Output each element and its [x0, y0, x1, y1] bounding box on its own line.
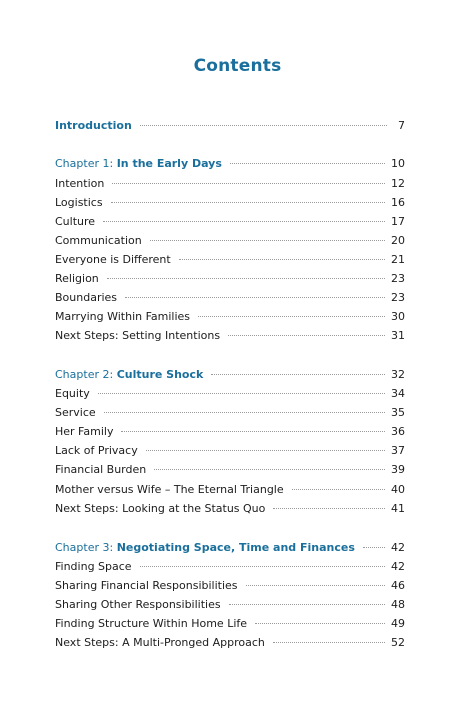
toc-section-page-number: 17: [391, 215, 405, 228]
toc-section-label: Next Steps: A Multi-Pronged Approach: [55, 636, 265, 649]
toc-entry-page-number: 7: [398, 119, 405, 132]
toc-section-label: Equity: [55, 387, 90, 400]
toc-section[interactable]: [55, 328, 405, 344]
chapter-heading: [55, 156, 222, 172]
dot-leader: [111, 202, 385, 203]
dot-leader: [255, 623, 385, 624]
toc-section-label: Finding Space: [55, 560, 132, 573]
toc-section-label: Culture: [55, 215, 96, 228]
toc-section-page-number: 35: [391, 406, 405, 419]
toc-section-page-number: 49: [391, 617, 405, 630]
dot-leader: [229, 604, 385, 605]
toc-section-label: Financial Burden: [55, 463, 147, 476]
toc-chapter-3[interactable]: [55, 540, 405, 556]
toc-section[interactable]: [55, 405, 405, 421]
page-title: Contents: [193, 56, 282, 76]
dot-leader: [140, 566, 385, 567]
toc-entry-page-number: 32: [391, 368, 405, 381]
dot-leader: [121, 431, 385, 432]
chapter-title: Culture Shock: [116, 368, 204, 381]
toc-section-page-number: 30: [391, 310, 405, 323]
toc-section-page-number: 20: [391, 234, 405, 247]
dot-leader: [273, 642, 385, 643]
dot-leader: [211, 374, 385, 375]
toc-section[interactable]: [55, 424, 405, 440]
dot-leader: [228, 335, 385, 336]
toc-section-label: Sharing Other Responsibilities: [55, 598, 221, 611]
toc-entry-introduction[interactable]: [55, 118, 405, 134]
toc-section[interactable]: [55, 214, 405, 230]
toc-section-label: Intention: [55, 177, 105, 190]
toc-section[interactable]: [55, 616, 405, 632]
toc-section-label: Marrying Within Families: [55, 310, 191, 323]
chapter-heading: [55, 367, 203, 383]
dot-leader: [112, 183, 385, 184]
dot-leader: [230, 163, 385, 164]
toc-section-page-number: 37: [391, 444, 405, 457]
toc-entry-page-number: 10: [391, 157, 405, 170]
chapter-title: In the Early Days: [116, 157, 222, 170]
dot-leader: [198, 316, 385, 317]
dot-leader: [154, 469, 385, 470]
dot-leader: [98, 393, 385, 394]
chapter-prefix: Chapter 3:: [55, 541, 117, 554]
dot-leader: [146, 450, 385, 451]
toc-section-label: Communication: [55, 234, 142, 247]
chapter-title: Negotiating Space, Time and Finances: [116, 541, 355, 554]
toc-chapter-1[interactable]: [55, 156, 405, 172]
toc-section-label: Boundaries: [55, 291, 118, 304]
toc-section[interactable]: [55, 559, 405, 575]
dot-leader: [107, 278, 385, 279]
dot-leader: [363, 547, 385, 548]
toc-section-page-number: 40: [391, 483, 405, 496]
toc-section-page-number: 36: [391, 425, 405, 438]
dot-leader: [292, 489, 385, 490]
toc-section-page-number: 23: [391, 291, 405, 304]
toc-section[interactable]: [55, 482, 405, 498]
toc-section[interactable]: [55, 443, 405, 459]
dot-leader: [140, 125, 387, 126]
dot-leader: [246, 585, 385, 586]
toc-section-page-number: 48: [391, 598, 405, 611]
toc-section-label: Lack of Privacy: [55, 444, 138, 457]
toc-section-label: Service: [55, 406, 96, 419]
toc-section-label: Everyone is Different: [55, 253, 171, 266]
toc-section-page-number: 42: [391, 560, 405, 573]
toc-section[interactable]: [55, 271, 405, 287]
toc-section-page-number: 41: [391, 502, 405, 515]
toc-section[interactable]: [55, 635, 405, 651]
toc-entry-label: Introduction: [55, 119, 132, 132]
toc-section-page-number: 12: [391, 177, 405, 190]
toc-section-page-number: 31: [391, 329, 405, 342]
toc-chapter-2[interactable]: [55, 367, 405, 383]
toc-section[interactable]: [55, 195, 405, 211]
dot-leader: [273, 508, 385, 509]
toc-section[interactable]: [55, 462, 405, 478]
dot-leader: [150, 240, 385, 241]
toc-section[interactable]: [55, 597, 405, 613]
toc-section-label: Logistics: [55, 196, 103, 209]
toc-section[interactable]: [55, 290, 405, 306]
toc-section[interactable]: [55, 501, 405, 517]
toc-section-label: Finding Structure Within Home Life: [55, 617, 248, 630]
toc-section[interactable]: [55, 386, 405, 402]
toc-section[interactable]: [55, 176, 405, 192]
toc-section-page-number: 34: [391, 387, 405, 400]
chapter-prefix: Chapter 1:: [55, 157, 117, 170]
toc-section-label: Religion: [55, 272, 99, 285]
toc-section-page-number: 46: [391, 579, 405, 592]
toc-section-label: Next Steps: Setting Intentions: [55, 329, 221, 342]
dot-leader: [125, 297, 385, 298]
toc-section[interactable]: [55, 233, 405, 249]
toc-section-label: Next Steps: Looking at the Status Quo: [55, 502, 266, 515]
toc-section[interactable]: [55, 252, 405, 268]
dot-leader: [104, 412, 385, 413]
toc-section-page-number: 21: [391, 253, 405, 266]
dot-leader: [179, 259, 385, 260]
dot-leader: [103, 221, 385, 222]
toc-section[interactable]: [55, 578, 405, 594]
toc-section-page-number: 39: [391, 463, 405, 476]
toc-section-label: Sharing Financial Responsibilities: [55, 579, 238, 592]
toc-section-label: Mother versus Wife – The Eternal Triangle: [55, 483, 284, 496]
toc-section-page-number: 52: [391, 636, 405, 649]
toc-section-page-number: 16: [391, 196, 405, 209]
chapter-heading: [55, 540, 355, 556]
chapter-prefix: Chapter 2:: [55, 368, 117, 381]
toc-section-label: Her Family: [55, 425, 114, 438]
toc-section[interactable]: [55, 309, 405, 325]
toc-entry-page-number: 42: [391, 541, 405, 554]
toc-section-page-number: 23: [391, 272, 405, 285]
